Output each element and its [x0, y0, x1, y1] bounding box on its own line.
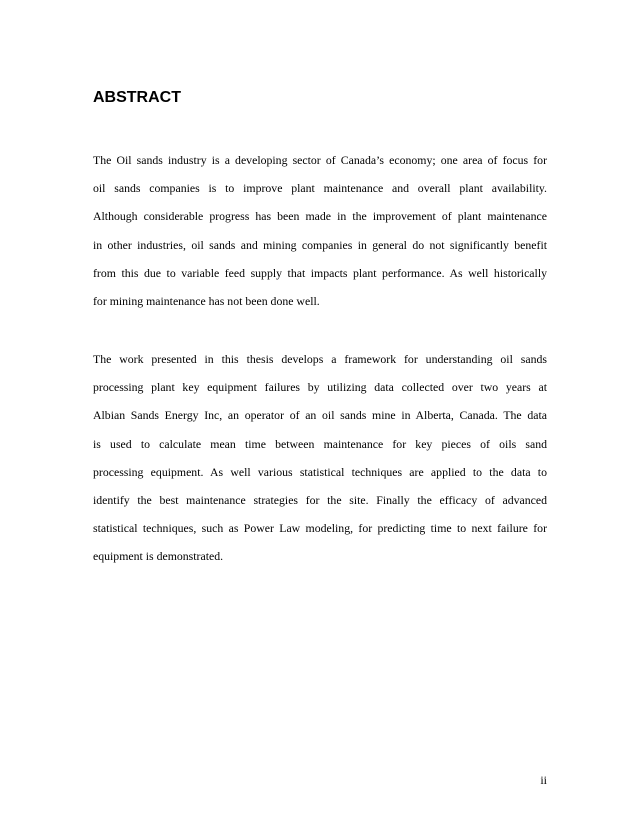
paragraph-1-line: Although considerable progress has been made in the improvement of plant maintenance [93, 209, 547, 224]
paragraph-1-line: The Oil sands industry is a developing sector of Canada’s economy; one area of focus for [93, 153, 547, 167]
paragraph-2-line: equipment is demonstrated. [93, 549, 224, 564]
abstract-heading: ABSTRACT [93, 89, 181, 106]
paragraph-1-line: oil sands companies is to improve plant maintenance and overall plant availability. [93, 181, 547, 196]
paragraph-2-line: The work presented in this thesis develops a framework for understanding oil sands [93, 352, 547, 366]
paragraph-2-line: processing plant key equipment failures by utilizing data collected over two years at [93, 380, 547, 395]
abstract-paragraph-2 [93, 345, 547, 571]
paragraph-2-line: processing equipment. As well various statistical techniques are applied to the data to [93, 464, 547, 479]
paragraph-2-line: is used to calculate mean time between maintenance for key pieces of oils sand [93, 436, 547, 451]
paragraph-1-line: from this due to variable feed supply that impacts plant performance. As well historically [93, 265, 547, 280]
page-number: ii [540, 773, 547, 787]
paragraph-1-line: for mining maintenance has not been done well. [93, 294, 320, 309]
paragraph-2-line: Albian Sands Energy Inc, an operator of an oil sands mine in Alberta, Canada. The data [93, 408, 547, 423]
paragraph-1-line: in other industries, oil sands and mining companies in general do not significantly benefit [93, 237, 547, 252]
paragraph-2-line: identify the best maintenance strategies for the site. Finally the efficacy of advanced [93, 493, 547, 508]
abstract-paragraph-1 [93, 146, 547, 315]
paragraph-2-line: statistical techniques, such as Power Law modeling, for predicting time to next failure for [93, 521, 547, 536]
